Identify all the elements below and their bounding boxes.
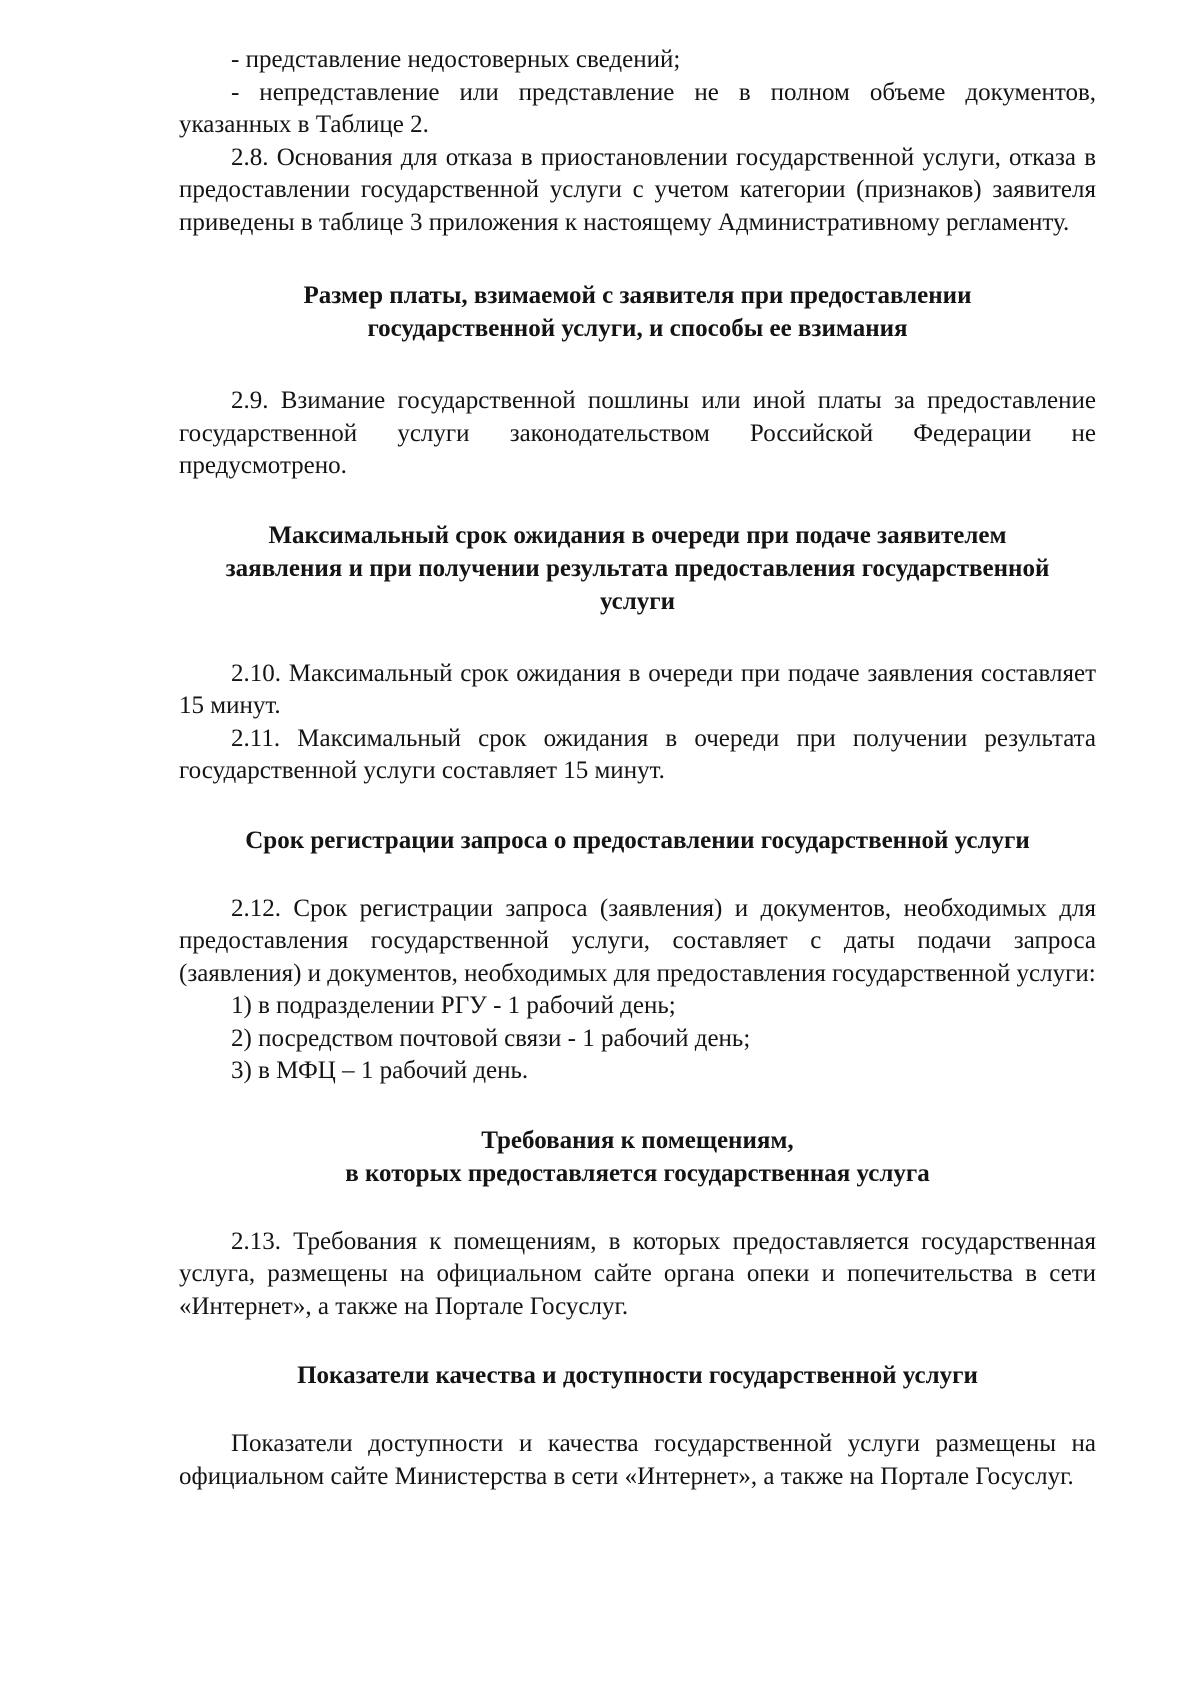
list-item: 1) в подразделении РГУ - 1 рабочий день; (231, 992, 676, 1019)
page-content (179, 44, 1096, 1493)
heading-fee (179, 279, 1096, 345)
heading-queue-line-3: услуги (599, 587, 676, 615)
spacer (179, 239, 1096, 279)
heading-fee-line-1: Размер платы, взимаемой с заявителя при предоставлении (303, 282, 972, 309)
paragraph-2-9: 2.9. Взимание государственной пошлины или иной платы за предоставление государственной услуги законодательством Российской Федерации не предусмотрено. (179, 387, 1096, 479)
spacer (179, 857, 1096, 893)
list-item: 2) посредством почтовой связи - 1 рабочий день; (231, 1024, 751, 1052)
heading-quality: Показатели качества и доступности государственной услуги (297, 1362, 978, 1389)
spacer (179, 1190, 1096, 1226)
paragraph-2-8: 2.8. Основания для отказа в приостановлении государственной услуги, отказа в предоставлении государственной услуги с учетом категории (признаков) заявителя приведены в таблице 3 приложения к настоящему Административному регламенту. (179, 143, 1096, 236)
spacer (179, 1392, 1096, 1428)
spacer (179, 1323, 1096, 1359)
paragraph-2-12: 2.12. Срок регистрации запроса (заявления) и документов, необходимых для предоставления государственной услуги, составляет с даты подачи запроса (заявления) и документов, необходимых для предоставления государственной услуги: (179, 894, 1096, 987)
heading-premises-line-1: Требования к помещениям, (481, 1126, 794, 1154)
heading-queue-line-2: заявления и при получении результата предоставления государственной (225, 554, 1050, 582)
paragraph-2-10: 2.10. Максимальный срок ожидания в очереди при подаче заявления составляет 15 минут. (179, 659, 1096, 719)
paragraph-2-13: 2.13. Требования к помещениям, в которых предоставляется государственная услуга, размещены на официальном сайте органа опеки и попечительства в сети «Интернет», а также на Портале Госуслуг. (179, 1227, 1096, 1320)
spacer (179, 1088, 1096, 1124)
spacer (179, 345, 1096, 385)
list-item: 3) в МФЦ – 1 рабочий день. (231, 1057, 529, 1084)
paragraph-bullet-missing-documents: - непредставление или представление не в полном объеме документов, указанных в Таблице 2. (179, 78, 1096, 138)
paragraph-quality: Показатели доступности и качества государственной услуги размещены на официальном сайте Министерства в сети «Интернет», а также на Портале Госуслуг. (179, 1430, 1096, 1490)
heading-registration: Срок регистрации запроса о предоставлении государственной услуги (245, 826, 1030, 854)
spacer (179, 618, 1096, 658)
heading-fee-line-2: государственной услуги, и способы ее взимания (367, 315, 908, 342)
spacer (179, 788, 1096, 824)
heading-queue (179, 519, 1096, 618)
heading-premises-line-2: в которых предоставляется государственная услуга (345, 1159, 930, 1187)
paragraph-bullet-unreliable-info: - представление недостоверных сведений; (231, 46, 681, 73)
paragraph-2-11: 2.11. Максимальный срок ожидания в очереди при получении результата государственной услуги составляет 15 минут. (179, 724, 1096, 784)
heading-premises (179, 1124, 1096, 1190)
spacer (179, 483, 1096, 519)
heading-queue-line-1: Максимальный срок ожидания в очереди при подаче заявителем (268, 521, 1007, 549)
